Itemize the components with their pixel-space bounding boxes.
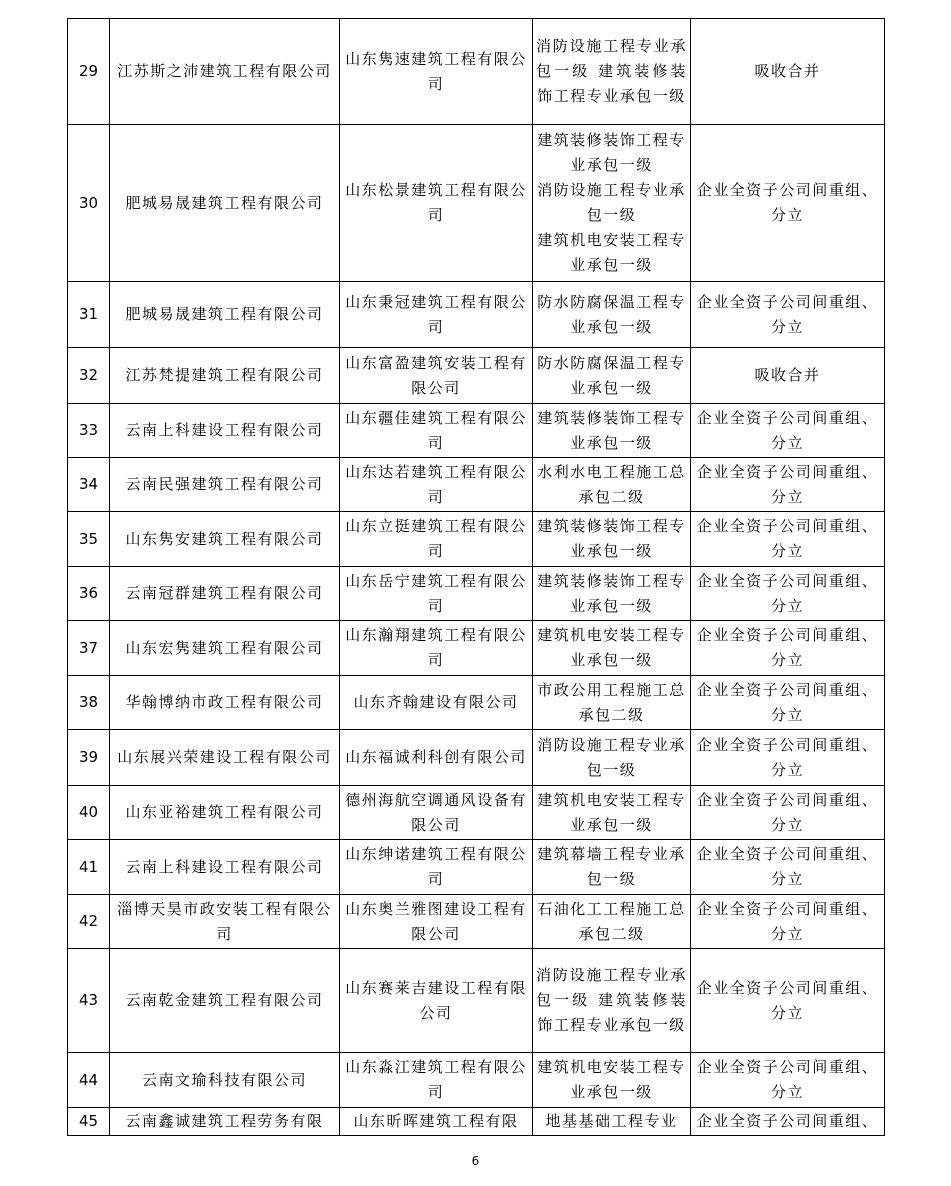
transferee-company: 山东松景建筑工程有限公司 [340,125,533,282]
qualification-cell [533,676,691,730]
transfer-method: 企业全资子公司间重组、分立 [691,786,885,840]
transferor-company: 江苏梵提建筑工程有限公司 [110,348,340,404]
transfer-method: 企业全资子公司间重组、分立 [691,567,885,621]
qualification-item: 地基基础工程专业 [545,1112,678,1130]
transferor-company: 山东宏隽建筑工程有限公司 [110,621,340,676]
table-row [68,676,885,730]
transferee-company: 山东达若建筑工程有限公司 [340,458,533,512]
row-number: 34 [68,458,110,512]
qualification-cell [533,348,691,404]
table-row [68,458,885,512]
qualification-item: 防水防腐保温工程专业承包一级 [537,353,686,397]
row-number: 44 [68,1053,110,1108]
row-number: 43 [68,949,110,1053]
table-row [68,512,885,567]
qualification-cell [533,949,691,1053]
row-number: 45 [68,1108,110,1136]
transfer-method: 企业全资子公司间重组、分立 [691,621,885,676]
transfer-method: 企业全资子公司间重组、分立 [691,840,885,895]
table-row [68,19,885,125]
qualification-item: 消防设施工程专业承包一级 [537,181,686,224]
qualification-item: 消防设施工程专业承包一级 建筑装修装饰工程专业承包一级 [536,966,687,1034]
page-number: 6 [471,1154,480,1168]
qualification-cell [533,512,691,567]
transfer-method: 企业全资子公司间重组、分立 [691,458,885,512]
qualification-item: 消防设施工程专业承包一级 建筑装修装饰工程专业承包一级 [536,37,687,105]
qualification-cell [533,621,691,676]
transferor-company: 江苏斯之沛建筑工程有限公司 [110,19,340,125]
qualification-cell [533,730,691,786]
row-number: 30 [68,125,110,282]
qualification-item: 建筑机电安装工程专业承包一级 [537,1058,686,1101]
qualification-cell [533,125,691,282]
transferee-company: 山东奥兰雅图建设工程有限公司 [340,895,533,949]
table-row [68,1108,885,1136]
transferor-company: 云南上科建设工程有限公司 [110,404,340,458]
table-body [68,19,885,1136]
transfer-method: 吸收合并 [691,348,885,404]
table-row [68,840,885,895]
row-number: 29 [68,19,110,125]
transferee-company: 山东福诚利科创有限公司 [340,730,533,786]
transferor-company: 淄博天昊市政安装工程有限公司 [110,895,340,949]
table-row [68,1053,885,1108]
qualification-cell [533,1108,691,1136]
row-number: 42 [68,895,110,949]
qualification-item: 建筑机电安装工程专业承包一级 [537,231,686,274]
table-row [68,730,885,786]
qualification-item: 防水防腐保温工程专业承包一级 [537,292,686,336]
qualification-item: 水利水电工程施工总承包二级 [537,462,686,506]
table-row [68,404,885,458]
qualification-item: 建筑装修装饰工程专业承包一级 [537,517,686,560]
qualification-cell [533,458,691,512]
transferor-company: 云南上科建设工程有限公司 [110,840,340,895]
transferor-company: 山东亚裕建筑工程有限公司 [110,786,340,840]
transferor-company: 云南鑫诚建筑工程劳务有限 [110,1108,340,1136]
transfer-method: 企业全资子公司间重组、分立 [691,404,885,458]
row-number: 40 [68,786,110,840]
transfer-method: 企业全资子公司间重组、 [691,1108,885,1136]
row-number: 37 [68,621,110,676]
qualification-cell [533,282,691,348]
qualification-cell [533,786,691,840]
transferee-company: 山东疆佳建筑工程有限公司 [340,404,533,458]
transferor-company: 云南冠群建筑工程有限公司 [110,567,340,621]
transfer-method: 企业全资子公司间重组、分立 [691,125,885,282]
qualification-item: 市政公用工程施工总承包二级 [537,680,686,724]
transfer-method: 企业全资子公司间重组、分立 [691,512,885,567]
transferee-company: 山东隽速建筑工程有限公司 [340,19,533,125]
row-number: 38 [68,676,110,730]
row-number: 32 [68,348,110,404]
transferor-company: 云南文瑜科技有限公司 [110,1053,340,1108]
transfer-method: 企业全资子公司间重组、分立 [691,676,885,730]
transferee-company: 山东齐翰建设有限公司 [340,676,533,730]
qualification-item: 建筑装修装饰工程专业承包一级 [537,571,686,615]
qualification-item: 建筑机电安装工程专业承包一级 [537,626,686,669]
transfer-method: 企业全资子公司间重组、分立 [691,895,885,949]
qualification-cell [533,19,691,125]
transferor-company: 肥城易晟建筑工程有限公司 [110,282,340,348]
transferor-company: 肥城易晟建筑工程有限公司 [110,125,340,282]
table-row [68,949,885,1053]
transferor-company: 云南民强建筑工程有限公司 [110,458,340,512]
row-number: 39 [68,730,110,786]
transfer-method: 企业全资子公司间重组、分立 [691,282,885,348]
transferee-company: 山东立挺建筑工程有限公司 [340,512,533,567]
table-row [68,786,885,840]
row-number: 31 [68,282,110,348]
row-number: 41 [68,840,110,895]
transferee-company: 山东秉冠建筑工程有限公司 [340,282,533,348]
qualification-item: 建筑装修装饰工程专业承包一级 [537,131,686,174]
table-row [68,282,885,348]
table-row [68,621,885,676]
qualification-transfer-table [67,18,885,1136]
table-row [68,895,885,949]
qualification-item: 建筑装修装饰工程专业承包一级 [537,408,686,452]
transferee-company: 山东绅诺建筑工程有限公司 [340,840,533,895]
qualification-item: 石油化工工程施工总承包二级 [537,899,686,943]
transferee-company: 山东富盈建筑安装工程有限公司 [340,348,533,404]
transferee-company: 山东赛莱吉建设工程有限公司 [340,949,533,1053]
transferor-company: 山东隽安建筑工程有限公司 [110,512,340,567]
row-number: 33 [68,404,110,458]
qualification-cell [533,1053,691,1108]
transfer-method: 企业全资子公司间重组、分立 [691,730,885,786]
row-number: 36 [68,567,110,621]
qualification-cell [533,895,691,949]
transferee-company: 德州海航空调通风设备有限公司 [340,786,533,840]
transferor-company: 云南乾金建筑工程有限公司 [110,949,340,1053]
qualification-cell [533,404,691,458]
transferee-company: 山东昕晖建筑工程有限 [340,1108,533,1136]
qualification-item: 建筑机电安装工程专业承包一级 [537,790,686,834]
transferee-company: 山东瀚翔建筑工程有限公司 [340,621,533,676]
transferee-company: 山东淼江建筑工程有限公司 [340,1053,533,1108]
transfer-method: 吸收合并 [691,19,885,125]
table-row [68,125,885,282]
transferee-company: 山东岳宁建筑工程有限公司 [340,567,533,621]
qualification-item: 建筑幕墙工程专业承包一级 [537,845,686,888]
qualification-cell [533,840,691,895]
row-number: 35 [68,512,110,567]
qualification-item: 消防设施工程专业承包一级 [537,735,686,779]
table-row [68,567,885,621]
transfer-method: 企业全资子公司间重组、分立 [691,949,885,1053]
qualification-cell [533,567,691,621]
transferor-company: 山东展兴荣建设工程有限公司 [110,730,340,786]
transfer-method: 企业全资子公司间重组、分立 [691,1053,885,1108]
table-row [68,348,885,404]
transferor-company: 华翰博纳市政工程有限公司 [110,676,340,730]
